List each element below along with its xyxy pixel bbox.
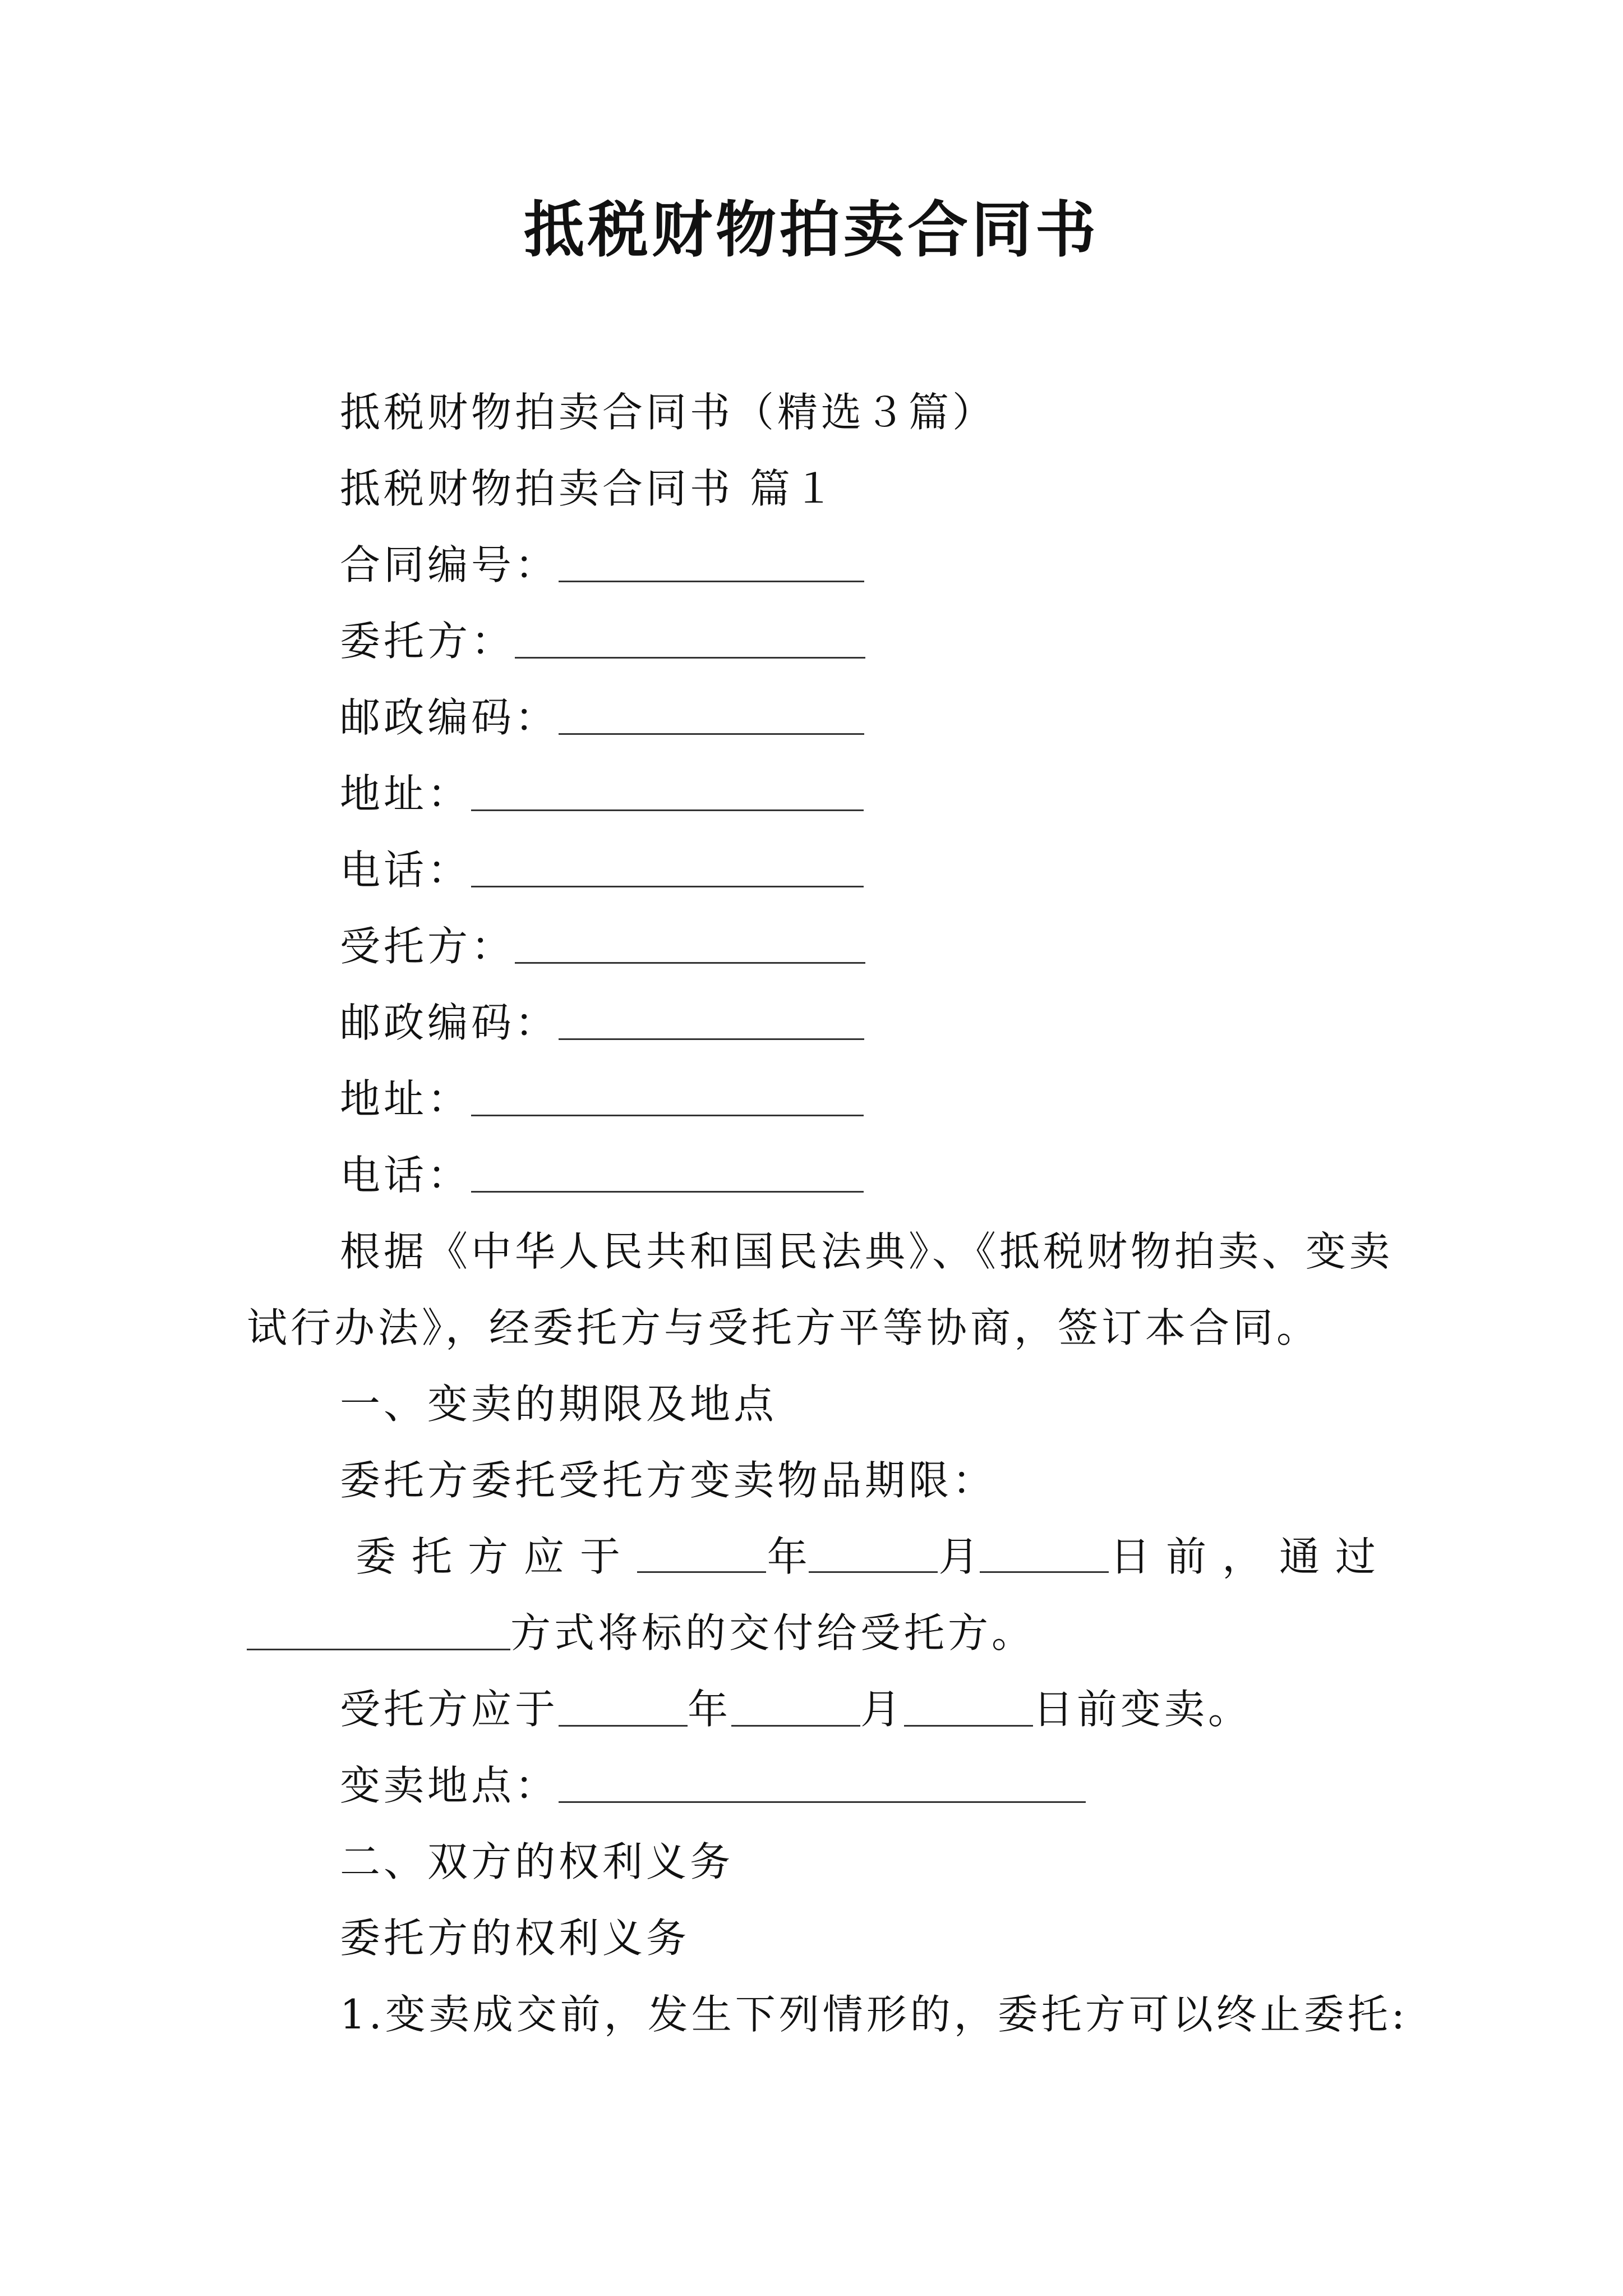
sale-place-label: 变卖地点： (340, 1762, 559, 1809)
client-phone-label: 电话： (340, 846, 472, 894)
delivery-year-blank (637, 1571, 766, 1573)
sale-place-field (340, 1760, 1086, 1811)
sale-year-blank (559, 1724, 688, 1727)
client-phone-field (340, 845, 864, 895)
delivery-via-label: 通过 (1279, 1533, 1391, 1580)
client-phone-blank (471, 885, 864, 887)
subheading-client-rights: 委托方的权利义务 (340, 1915, 690, 1962)
trustee-phone-blank (471, 1190, 864, 1193)
delivery-month-blank (809, 1571, 938, 1573)
document-title: 抵税财物拍卖合同书 (523, 195, 1099, 265)
delivery-line1 (340, 1531, 1391, 1582)
heading-period-place: 一、变卖的期限及地点 (340, 1381, 778, 1428)
contract-number-field (340, 540, 864, 590)
trustee-address-field (340, 1074, 864, 1124)
sale-year-label: 年 (688, 1686, 732, 1733)
trustee-postcode-field (340, 997, 864, 1048)
trustee-address-label: 地址： (340, 1075, 472, 1122)
sale-deadline-line (340, 1684, 1252, 1734)
period-paragraph: 委托方委托受托方变卖物品期限： (340, 1457, 997, 1504)
trustee-phone-label: 电话： (340, 1152, 472, 1199)
client-address-label: 地址： (340, 770, 472, 817)
clause-item-1: 1.变卖成交前，发生下列情形的，委托方可以终止委托: (340, 1991, 1408, 2038)
intro-paragraph-line2: 试行办法》，经委托方与受托方平等协商，签订本合同。 (247, 1304, 1321, 1351)
delivery-method-blank (247, 1648, 510, 1650)
client-postcode-blank (559, 733, 864, 735)
delivery-month-label: 月 (938, 1533, 979, 1580)
client-blank (515, 656, 865, 659)
contract-number-blank (559, 580, 864, 582)
sale-month-label: 月 (860, 1686, 905, 1733)
client-field (340, 616, 865, 666)
delivery-day-label: 日前， (1110, 1533, 1279, 1580)
delivery-year-label: 年 (767, 1533, 808, 1580)
sale-prefix: 受托方应于 (340, 1686, 559, 1733)
delivery-line2 (247, 1608, 1035, 1658)
contract-number-label: 合同编号： (340, 541, 559, 588)
delivery-suffix: 方式将标的交付给受托方。 (510, 1609, 1036, 1657)
sale-suffix: 日前变卖。 (1033, 1686, 1252, 1733)
trustee-label: 受托方： (340, 923, 515, 970)
subtitle: 抵税财物拍卖合同书（精选３篇） (340, 389, 997, 436)
sale-day-blank (904, 1724, 1033, 1727)
trustee-postcode-blank (559, 1038, 864, 1040)
trustee-blank (515, 961, 865, 964)
delivery-day-blank (980, 1571, 1109, 1573)
trustee-phone-field (340, 1150, 864, 1200)
section-title: 抵税财物拍卖合同书 篇１ (340, 465, 837, 512)
heading-rights-obligations: 二、双方的权利义务 (340, 1838, 734, 1885)
trustee-postcode-label: 邮政编码： (340, 999, 559, 1046)
client-address-blank (471, 809, 864, 811)
trustee-field (340, 921, 865, 972)
client-postcode-field (340, 692, 864, 743)
client-address-field (340, 769, 864, 819)
intro-paragraph-line1: 根据《中华人民共和国民法典》、《抵税财物拍卖、变卖 (340, 1228, 1394, 1275)
delivery-prefix: 委托方应于 (356, 1533, 637, 1580)
client-postcode-label: 邮政编码： (340, 694, 559, 741)
sale-month-blank (731, 1724, 860, 1727)
client-label: 委托方： (340, 618, 515, 665)
sale-place-blank (559, 1801, 1086, 1803)
trustee-address-blank (471, 1114, 864, 1116)
